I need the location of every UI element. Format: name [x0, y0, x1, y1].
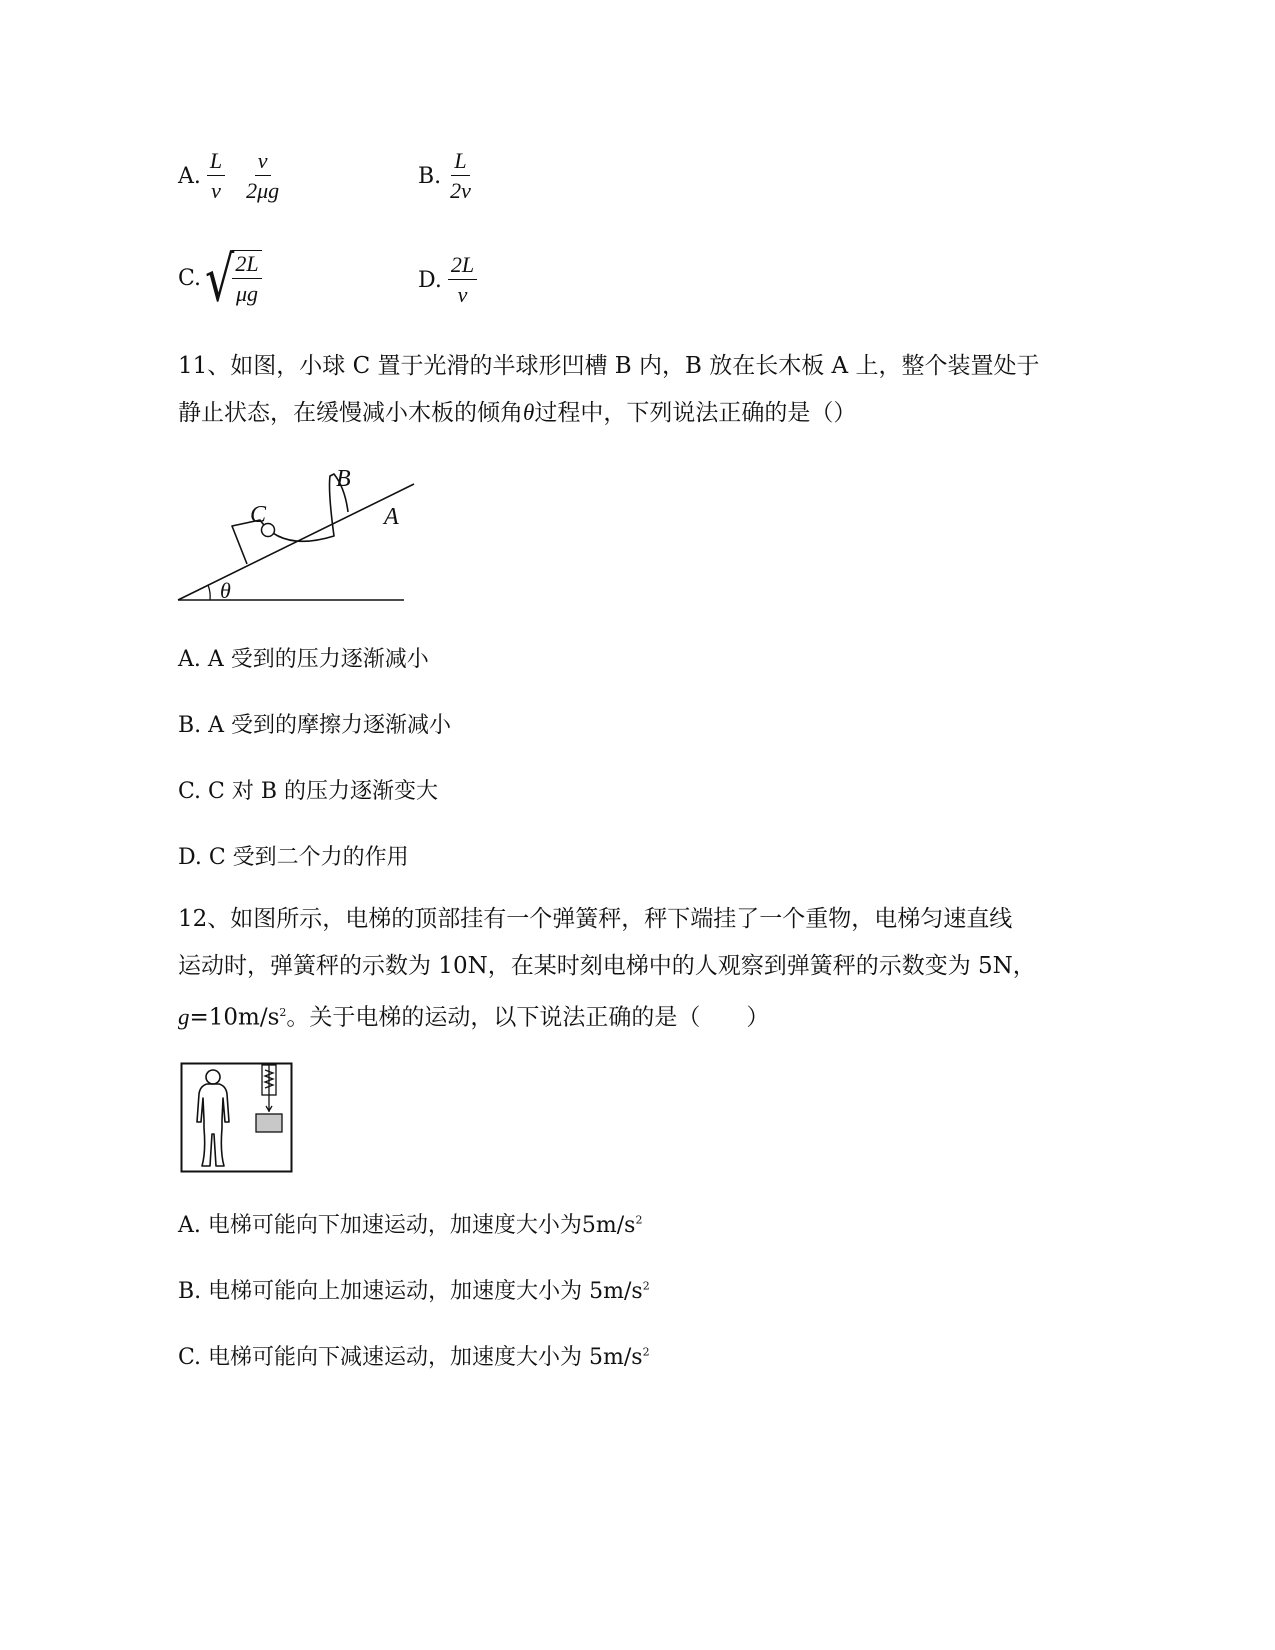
- radical-sign: √: [205, 242, 235, 315]
- q10-option-d: [418, 252, 477, 308]
- q11-option-b: B. A 受到的摩擦力逐渐减小: [178, 713, 452, 738]
- q11-stem-line2: [178, 390, 856, 436]
- fraction: [447, 148, 474, 204]
- radicand: [232, 250, 261, 307]
- q11-stem-line1: 11、如图，小球 C 置于光滑的半球形凹槽 B 内，B 放在长木板 A 上，整个装置处于: [178, 353, 1040, 379]
- fraction: [243, 148, 282, 204]
- label-a: A: [384, 504, 399, 530]
- q12-stem-line2: 运动时，弹簧秤的示数为 10N，在某时刻电梯中的人观察到弹簧秤的示数变为 5N，: [178, 953, 1036, 979]
- q10-option-a: [178, 148, 282, 204]
- fraction: [448, 252, 477, 308]
- denominator: μg: [235, 281, 258, 306]
- denominator: v: [457, 282, 468, 307]
- q11-stem-text: 过程中，下列说法正确的是（）: [534, 400, 857, 426]
- option-label: D.: [418, 267, 442, 293]
- g-symbol: g: [178, 1004, 190, 1030]
- numerator: 2L: [232, 251, 261, 279]
- weight-block: [256, 1114, 282, 1132]
- incline-figure: [170, 458, 430, 608]
- denominator: v: [211, 178, 221, 203]
- option-label: B.: [418, 163, 442, 189]
- denominator: 2v: [450, 178, 471, 203]
- q12-option-b: [178, 1274, 650, 1305]
- label-theta: θ: [220, 578, 231, 603]
- superscript: 2: [635, 1213, 643, 1227]
- superscript: 2: [642, 1345, 650, 1359]
- q12-option-c: [178, 1340, 650, 1371]
- square-root: [205, 242, 262, 315]
- label-c: C: [250, 502, 267, 528]
- option-label: A.: [178, 163, 201, 189]
- elevator-figure: [180, 1062, 294, 1174]
- q11-option-c: C. C 对 B 的压力逐渐变大: [178, 779, 439, 804]
- q12-option-a: [178, 1208, 642, 1239]
- denominator: 2μg: [246, 178, 280, 203]
- numerator: v: [255, 148, 271, 176]
- q11-option-a: A. A 受到的压力逐渐减小: [178, 647, 429, 672]
- numerator: L: [207, 148, 225, 176]
- q10-option-c: [178, 242, 262, 315]
- label-b: B: [336, 466, 351, 492]
- numerator: L: [451, 148, 469, 176]
- option-text: C. 电梯可能向下减速运动，加速度大小为 5m/s: [178, 1345, 643, 1370]
- fraction: [207, 148, 225, 204]
- q12-stem-text: =10m/s: [189, 1004, 280, 1031]
- option-label: C.: [178, 266, 202, 291]
- theta-symbol: θ: [523, 400, 535, 425]
- superscript: 2: [279, 1006, 287, 1019]
- numerator: 2L: [448, 252, 477, 280]
- q10-option-b: [418, 148, 474, 204]
- board-a: [178, 484, 414, 600]
- fraction: [232, 251, 261, 307]
- q12-stem-line1: 12、如图所示，电梯的顶部挂有一个弹簧秤，秤下端挂了一个重物，电梯匀速直线: [178, 906, 1013, 932]
- q12-stem-line3: [178, 990, 769, 1041]
- q12-stem-text: 。关于电梯的运动，以下说法正确的是（ ）: [286, 1004, 770, 1031]
- angle-arc: [208, 585, 210, 600]
- option-text: B. 电梯可能向上加速运动，加速度大小为 5m/s: [178, 1279, 643, 1304]
- option-text: A. 电梯可能向下加速运动，加速度大小为5m/s: [178, 1213, 636, 1238]
- q11-option-d: D. C 受到二个力的作用: [178, 845, 409, 870]
- superscript: 2: [642, 1279, 650, 1293]
- q11-stem-text: 静止状态，在缓慢减小木板的倾角: [178, 400, 523, 426]
